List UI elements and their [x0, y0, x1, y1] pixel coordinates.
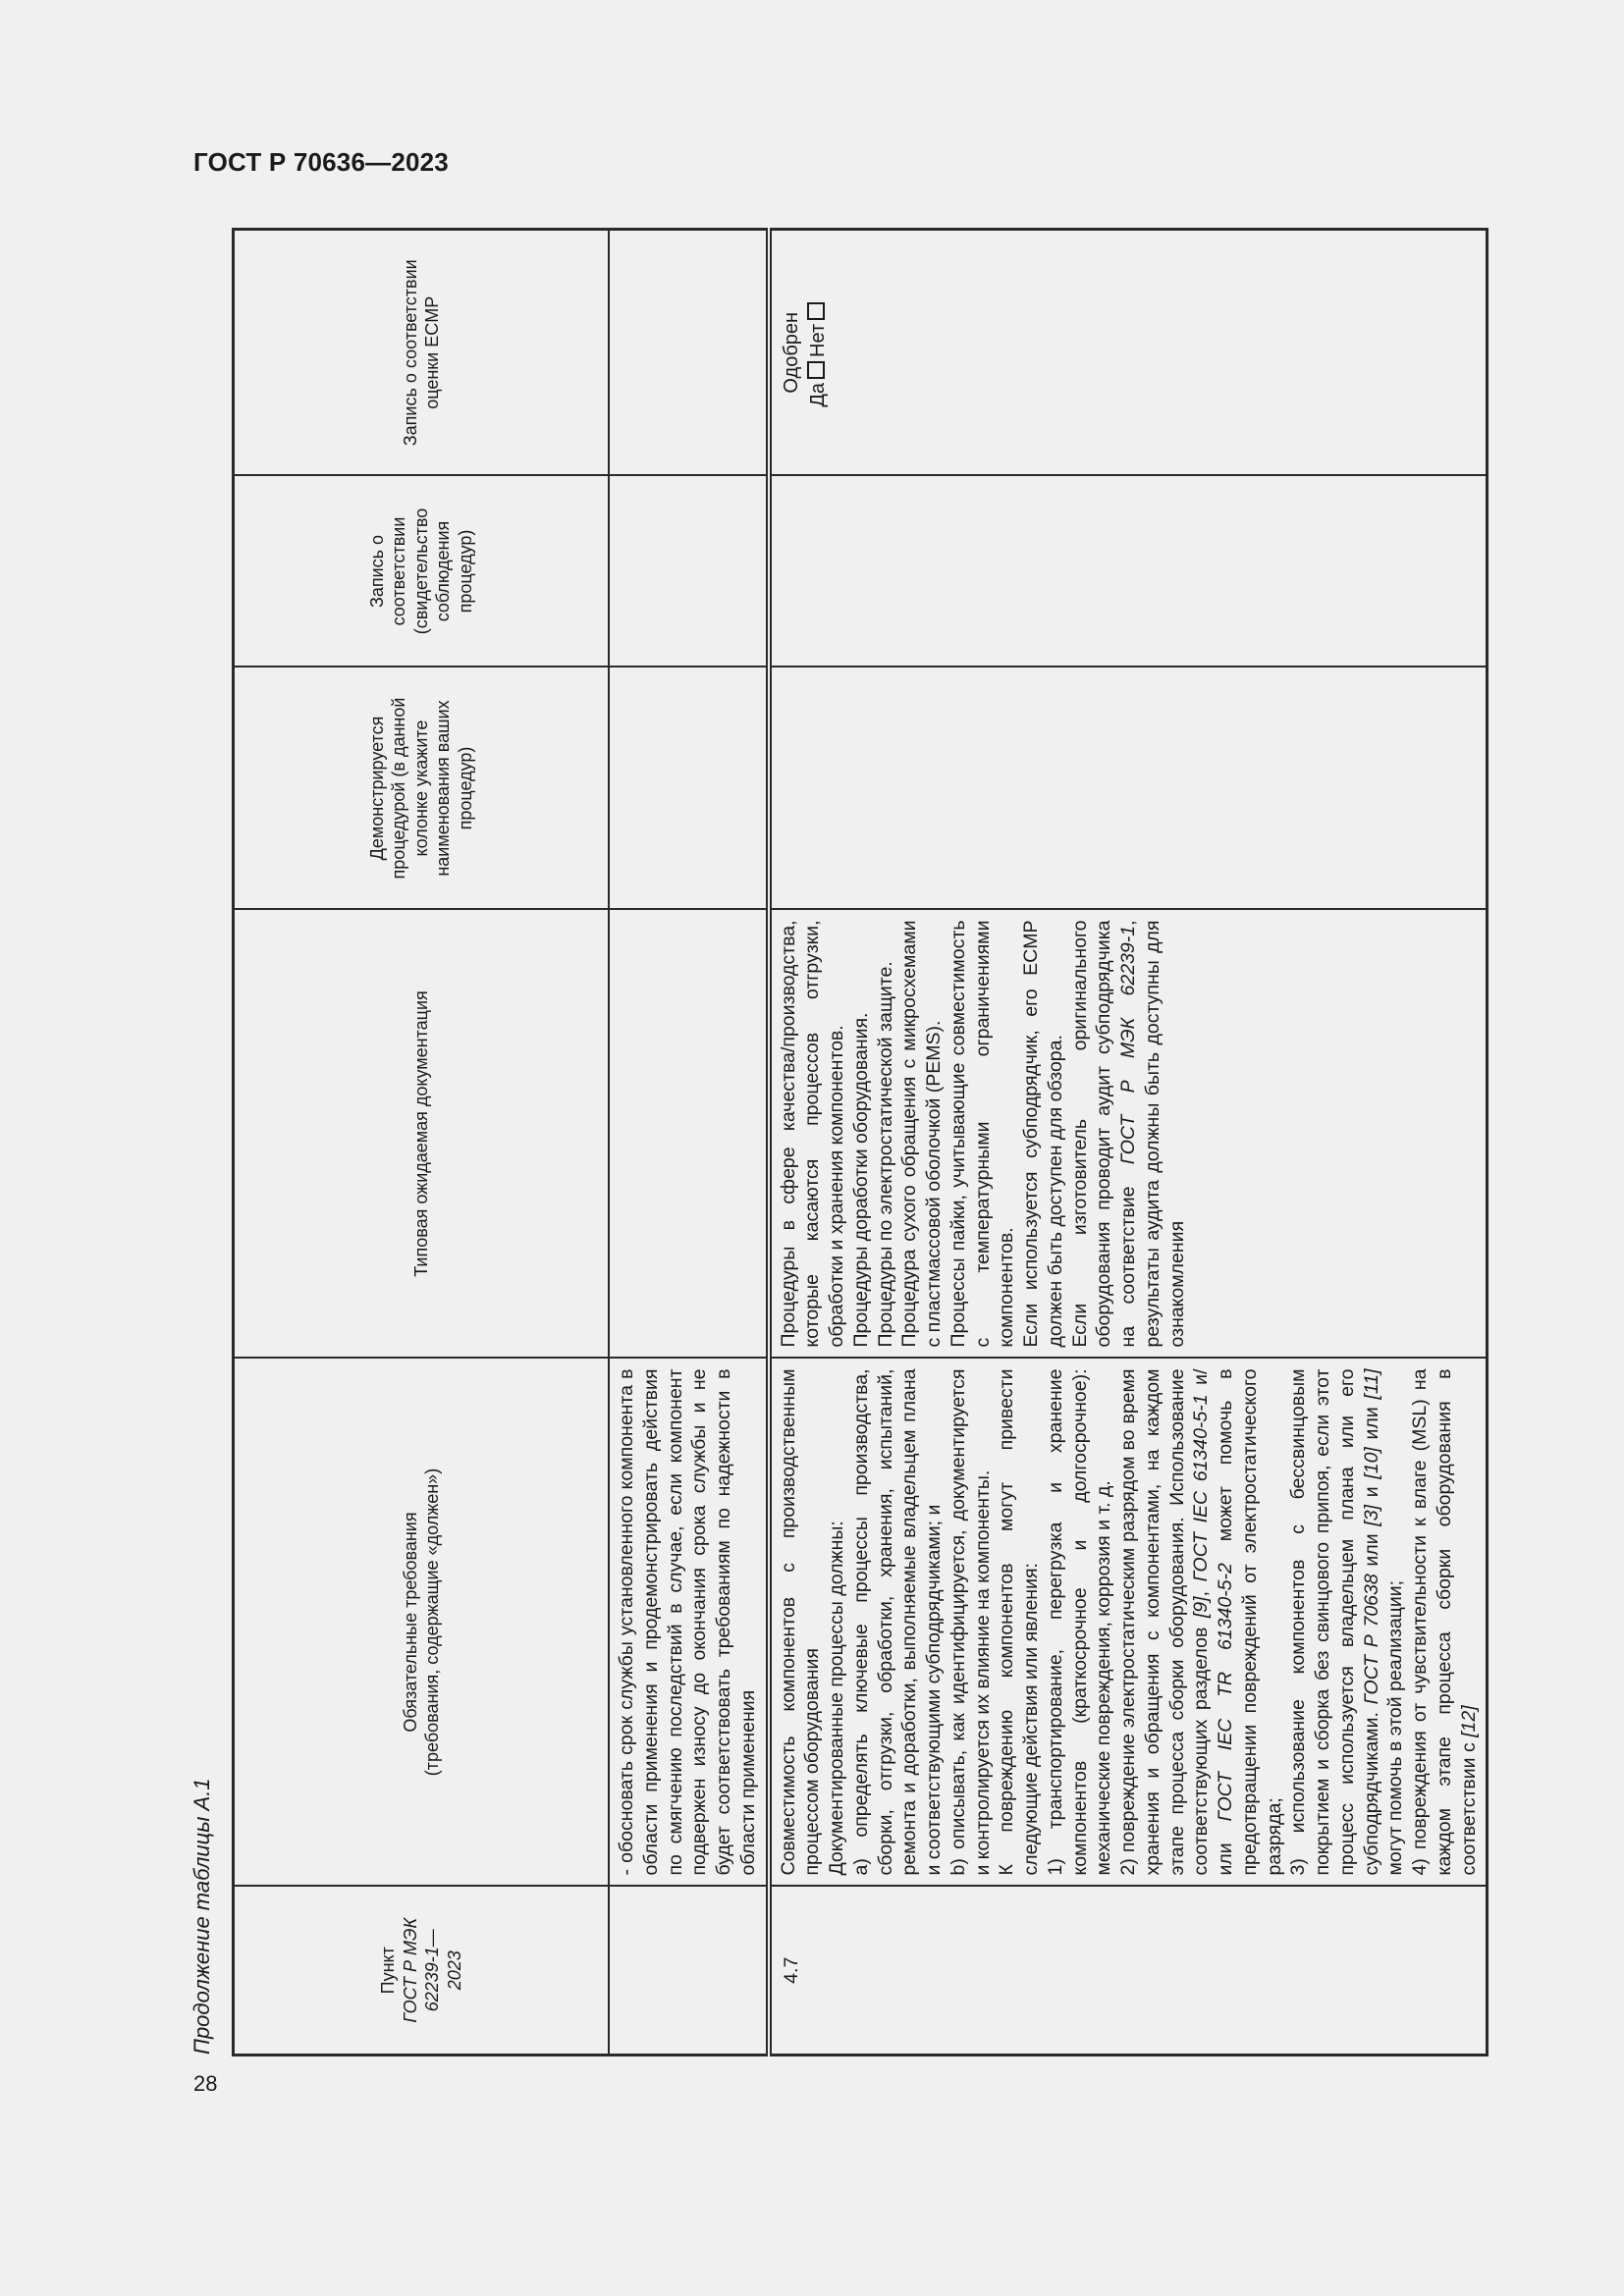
approval-no-label: Нет — [806, 323, 829, 357]
header-conformity-record: Запись о соответствии (свидетельство соблюдения процедур) — [234, 476, 610, 667]
text-span: , результаты аудита должны быть доступны для ознакомления — [1117, 920, 1188, 1348]
requirement-paragraph: a) определять ключевые процессы производства, сборки, отгрузки, обработки, хранения, испытаний, ремонта и доработки, выполняемые владельцем плана и соответствующими субподрядчиками; и — [849, 1368, 945, 1876]
requirement-cell: - обосновать срок службы установленного компонента в области применения и продемонстрировать действия по смягчению последствий в случае, если компонент подвержен износу до окончания срока службы и не будет соответствовать требованиям по надежности в области применения — [609, 1359, 769, 1887]
standard-reference: ГОСТ IEC 61340-5-1 — [1190, 1394, 1213, 1582]
header-clause-line2: ГОСТ Р МЭК — [400, 1917, 420, 2023]
requirement-paragraph: Документированные процессы должны: — [826, 1521, 847, 1876]
reference-link: [3] — [1360, 1505, 1382, 1526]
reference-link: [12] — [1457, 1705, 1480, 1737]
standard-reference: ГОСТ Р МЭК 62239-1 — [1117, 925, 1139, 1165]
text-span: Если изготовитель оригинального оборудования проводит аудит субподрядчика на соответствие — [1068, 920, 1139, 1348]
header-demonstrated: Демонстрируется процедурой (в данной колонке укажите наименования ваших процедур) — [234, 667, 610, 910]
clause-cell — [609, 1887, 769, 2056]
requirement-paragraph — [1408, 1369, 1481, 1876]
header-clause-line3: 62239-1— — [422, 1929, 442, 2012]
conformity-record-cell — [609, 476, 769, 667]
reference-link: [11] — [1360, 1368, 1382, 1400]
documentation-paragraph: Процедуры доработки оборудования. — [849, 1012, 872, 1348]
text-span: или — [1360, 1399, 1382, 1448]
standard-reference: ГОСТ Р 70638 — [1360, 1574, 1382, 1705]
text-span: , — [1190, 1581, 1213, 1597]
requirement-paragraph — [1116, 1369, 1286, 1876]
header-requirements-line1: Обязательные требования — [400, 1512, 420, 1733]
documentation-paragraph: Если используется субподрядчик, его ECMP должен быть доступен для обзора. — [1020, 920, 1066, 1348]
text-span: 2) повреждение электростатическим разрядом во время хранения и обращения с компонентами, на каждом этапе процесса сборки оборудования. Использование соответствующих разделов — [1117, 1368, 1213, 1876]
documentation-paragraph: Процессы пайки, учитывающие совместимость с температурными ограничениями компонентов. — [947, 920, 1018, 1348]
reference-link: [9] — [1190, 1596, 1213, 1619]
yes-checkbox[interactable] — [807, 361, 825, 379]
table-row — [769, 230, 1488, 2056]
text-span: и/или — [1190, 1368, 1236, 1876]
ecmp-record-cell — [609, 230, 769, 476]
text-span: 4) повреждения от чувствительности к влаге (MSL) на каждом этапе процесса сборки оборудования в соответствии с — [1409, 1368, 1480, 1876]
table-caption: Продолжение таблицы А.1 — [189, 1778, 214, 2055]
documentation-paragraph: Процедуры в сфере качества/производства, которые касаются процессов отгрузки, обработки и хранения компонентов. — [777, 920, 847, 1348]
header-clause — [234, 1887, 610, 2056]
requirement-paragraph: b) описывать, как идентифицируется, документируется и контролируется их влияние на компоненты. — [947, 1368, 994, 1876]
documentation-cell — [769, 910, 1488, 1359]
header-documentation: Типовая ожидаемая документация — [234, 910, 610, 1359]
demonstrated-cell — [609, 667, 769, 910]
requirements-table — [232, 228, 1489, 2056]
documentation-cell — [609, 910, 769, 1359]
standard-reference: ГОСТ IEC TR 61340-5-2 — [1215, 1563, 1236, 1822]
text-span: могут помочь в этой реализации; — [1384, 1579, 1407, 1876]
text-span: 3) использование компонентов с бессвинцовым покрытием и сборка без свинцового припоя, если этот процесс используется владельцем плана или его субподрядчиками. — [1287, 1368, 1382, 1876]
header-requirements-line2: (требования, содержащие «должен») — [422, 1468, 442, 1777]
reference-link: [10] — [1360, 1447, 1382, 1479]
text-span: и — [1360, 1478, 1382, 1505]
clause-cell: 4.7 — [769, 1887, 1488, 2056]
approval-yes-label: Да — [806, 382, 829, 407]
approval-cell — [769, 230, 1488, 476]
document-title: ГОСТ Р 70636—2023 — [193, 147, 449, 177]
table-row — [609, 230, 769, 2056]
requirement-paragraph: Совместимость компонентов с производственным процессом оборудования — [777, 1368, 824, 1876]
requirement-paragraph — [1286, 1369, 1408, 1876]
text-span: или — [1360, 1525, 1382, 1575]
documentation-paragraph: Процедуры по электростатической защите. — [874, 961, 896, 1348]
conformity-record-cell — [769, 476, 1488, 667]
demonstrated-cell — [769, 667, 1488, 910]
no-checkbox[interactable] — [807, 302, 825, 320]
rotated-table-page — [188, 231, 1518, 2056]
approval-options — [806, 240, 831, 465]
requirement-paragraph: 1) транспортирование, перегрузка и хранение компонентов (краткосрочное и долгосрочное): механические повреждения, коррозия и т. д. — [1044, 1368, 1115, 1876]
requirement-cell — [769, 1359, 1488, 1887]
documentation-paragraph: Процедура сухого обращения с микросхемами с пластмассовой оболочкой (PEMS). — [898, 920, 945, 1348]
text-span: может помочь в предотвращении повреждений от электростатического разряда; — [1215, 1368, 1285, 1876]
approval-title: Одобрен — [780, 311, 802, 394]
page-number: 28 — [193, 2071, 218, 2096]
requirement-paragraph: К повреждению компонентов могут привести следующие действия или явления: — [996, 1368, 1042, 1876]
header-clause-line1: Пункт — [378, 1947, 398, 1995]
header-requirements — [234, 1359, 610, 1887]
header-ecmp-record: Запись о соответствии оценки ECMP — [234, 230, 610, 476]
header-clause-line4: 2023 — [444, 1950, 464, 1991]
table-header-row — [234, 230, 610, 2056]
documentation-paragraph — [1068, 921, 1190, 1348]
